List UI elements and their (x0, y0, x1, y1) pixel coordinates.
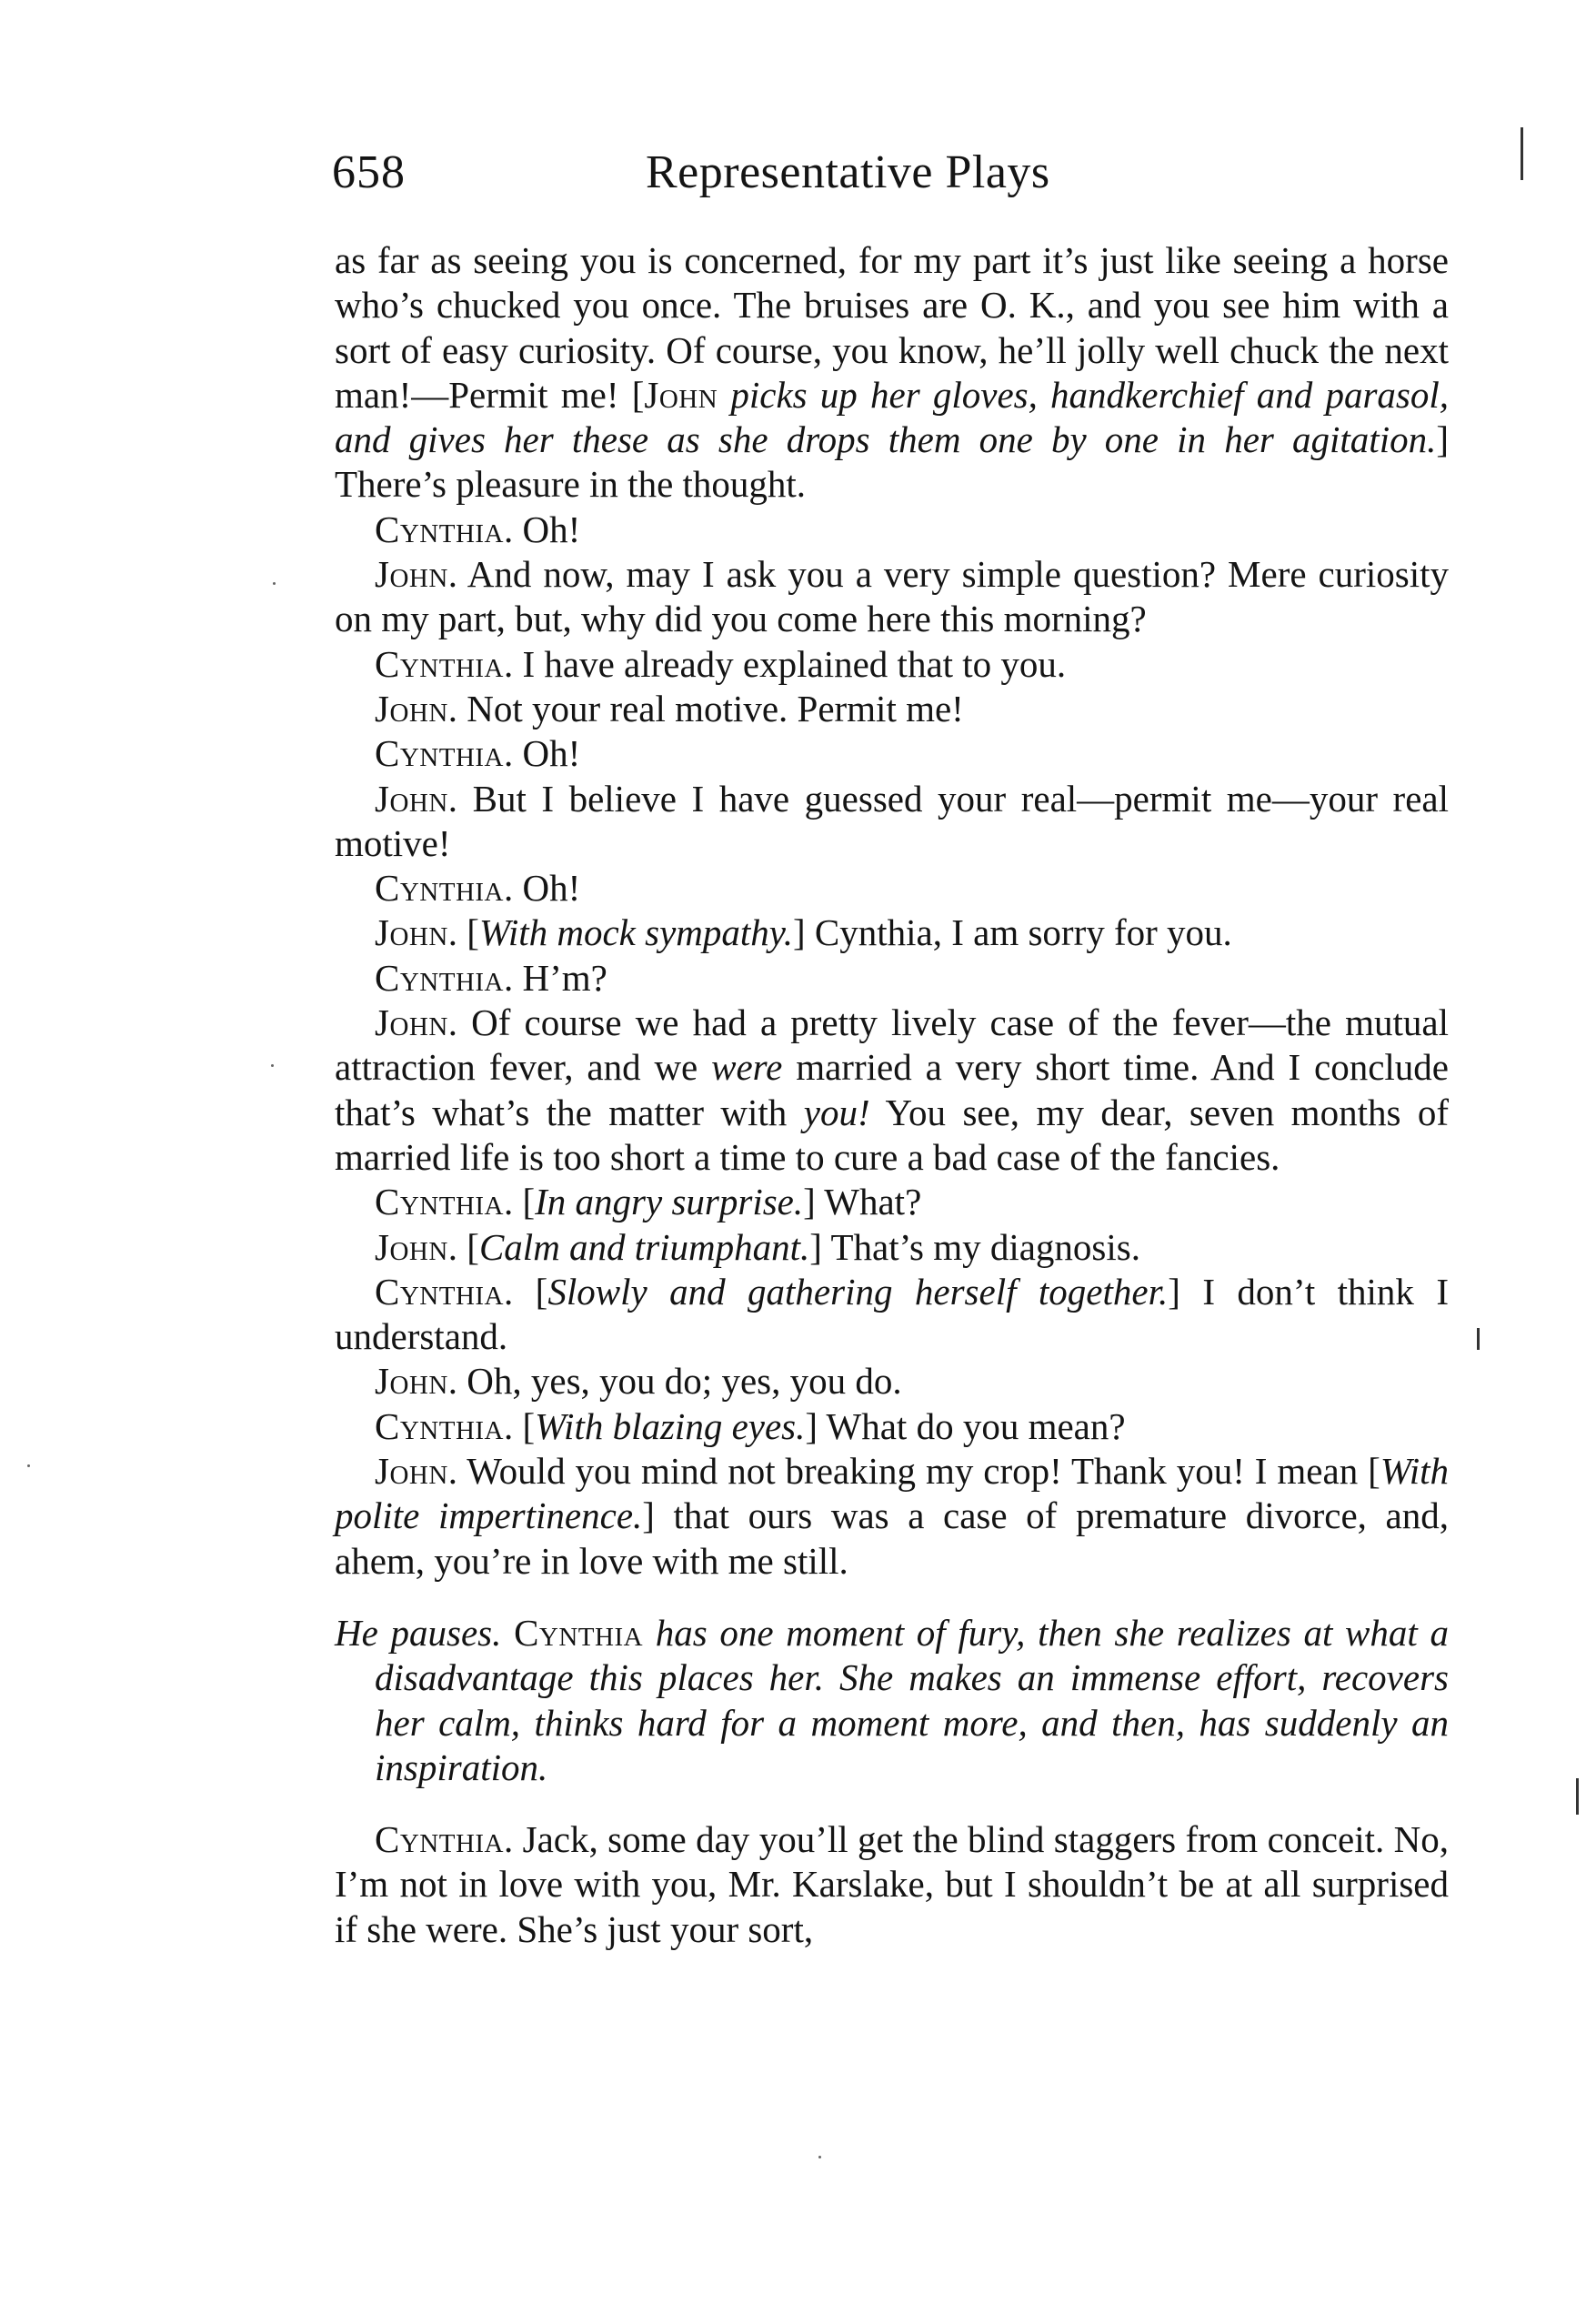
speaker-name: Cynthia (375, 956, 504, 999)
speaker-name: Cynthia (375, 508, 504, 550)
speech-line (335, 956, 1449, 1001)
speaker-name: Cynthia (375, 732, 504, 775)
speaker-name: John (375, 1001, 448, 1044)
speaker-name: John (375, 1360, 448, 1403)
stage-note: you! (803, 1091, 870, 1133)
dialogue-text: . H’m? (504, 956, 607, 999)
speaker-name: Cynthia (514, 1611, 644, 1654)
speech-line (335, 777, 1449, 867)
speaker-name: Cynthia (375, 642, 504, 685)
speaker-name: John (375, 553, 448, 596)
dialogue-text: . [ (447, 1225, 479, 1268)
margin-mark (1477, 1328, 1480, 1350)
speck (271, 1064, 274, 1067)
speech-line (335, 687, 1449, 731)
stage-note: With polite impertinence. (335, 1450, 1449, 1537)
speaker-name: Cynthia (375, 1818, 504, 1861)
speaker-name: John (375, 1225, 448, 1268)
speaker-name: John (375, 911, 448, 954)
speech-line (335, 552, 1449, 642)
page-number: 658 (332, 146, 406, 198)
speech-line (335, 642, 1449, 687)
dialogue-text: ] Cynthia, I am sorry for you. (792, 911, 1232, 954)
dialogue-text: . [ (447, 911, 479, 954)
dialogue-text: ] What do you mean? (805, 1404, 1126, 1447)
dialogue-text: . Oh! (504, 508, 581, 550)
speech-line (335, 1225, 1449, 1270)
speaker-name: Cynthia (375, 867, 504, 910)
running-title: Representative Plays (646, 146, 1050, 198)
play-text (335, 238, 1449, 1952)
stage-note: With blazing eyes. (535, 1404, 806, 1447)
stage-note: Calm and triumphant. (478, 1225, 810, 1268)
stage-note: picks up her gloves, handkerchief and parasol, and gives her these as she drops them one by one in her agitation. (335, 373, 1450, 461)
dialogue-text: . Of course we had a pretty lively case of the fever—the mutual attraction fever, and we (335, 1001, 1449, 1089)
dialogue-text: ] That’s my diagnosis. (809, 1225, 1140, 1268)
speech-line (335, 731, 1449, 776)
stage-note: Slowly and gathering herself together. (547, 1270, 1169, 1313)
dialogue-text: . But I believe I have guessed your real—permit me—your real motive! (335, 777, 1449, 864)
dialogue-text: You see, my dear, seven months of married life is too short a time to cure a bad case of the fancies. (335, 1091, 1450, 1178)
dialogue-text: . [ (504, 1404, 536, 1447)
dialogue-text: . Not your real motive. Permit me! (447, 687, 964, 729)
speaker-name: John (375, 777, 448, 820)
stage-note: has one moment of fury, then she realizes at what a disadvantage this places her. She makes an immense effort, recovers her calm, thinks hard for a moment more, and then, has suddenly an inspiration. (375, 1611, 1449, 1788)
speech-line (335, 1359, 1449, 1403)
speaker-name: Cynthia (375, 1270, 504, 1313)
speech-line (335, 1001, 1449, 1180)
dialogue-text: ] I don’t think I understand. (335, 1270, 1450, 1358)
dialogue-text: . Would you mind not breaking my crop! Thank you! I mean [ (447, 1450, 1380, 1493)
speech-line (335, 1449, 1449, 1584)
dialogue-text: married a very short time. And I conclude that’s what’s the matter with (335, 1046, 1449, 1133)
speaker-name: Cynthia (375, 1181, 504, 1223)
stage-direction (335, 1611, 1449, 1790)
margin-mark (1521, 127, 1523, 180)
speaker-name: John (375, 1450, 448, 1493)
stage-note: In angry surprise. (535, 1181, 804, 1223)
dialogue-text: . [ (504, 1270, 548, 1313)
dialogue-text: . I have already explained that to you. (504, 642, 1067, 685)
speech-line (335, 1180, 1449, 1224)
speaker-name: John (375, 687, 448, 729)
speck (27, 1464, 30, 1467)
speck (818, 2156, 821, 2158)
speech-line (335, 1270, 1449, 1360)
page-header (332, 146, 1450, 209)
dialogue-text: . And now, may I ask you a very simple question? Mere curiosity on my part, but, why did you come here this morning? (335, 553, 1449, 640)
speaker-name: Cynthia (375, 1404, 504, 1447)
dialogue-text: . [ (504, 1181, 536, 1223)
dialogue-text: . Oh, yes, you do; yes, you do. (447, 1360, 902, 1403)
speech-line (335, 508, 1449, 552)
dialogue-text: . Oh! (504, 867, 581, 910)
dialogue-text: . Jack, some day you’ll get the blind staggers from conceit. No, I’m not in love with you, Mr. Karslake, but I shouldn’t be at all surprised if she were. She’s just your sort, (335, 1818, 1449, 1950)
dialogue-text: ] There’s pleasure in the thought. (335, 418, 1449, 506)
stage-note: With mock sympathy. (478, 911, 793, 954)
dialogue-text: ] that ours was a case of premature divorce, and, ahem, you’re in love with me still. (335, 1494, 1449, 1582)
speaker-name: John (644, 373, 718, 416)
paragraph (335, 238, 1449, 508)
dialogue-text: ] What? (803, 1181, 922, 1223)
stage-note: were (711, 1046, 783, 1089)
speech-line (335, 911, 1449, 955)
speck (273, 582, 276, 585)
speech-line (335, 1817, 1449, 1952)
speech-line (335, 866, 1449, 911)
dialogue-text: . Oh! (504, 732, 581, 775)
speech-line (335, 1404, 1449, 1449)
dialogue-text: as far as seeing you is concerned, for my part it’s just like seeing a horse who’s chucked you once. The bruises are O. K., and you see him with a sort of easy curiosity. Of course, you know, he’ll jolly well chuck the next man!—Permit me! [ (335, 239, 1449, 416)
margin-mark (1576, 1778, 1579, 1815)
stage-note: He pauses. (335, 1611, 515, 1654)
